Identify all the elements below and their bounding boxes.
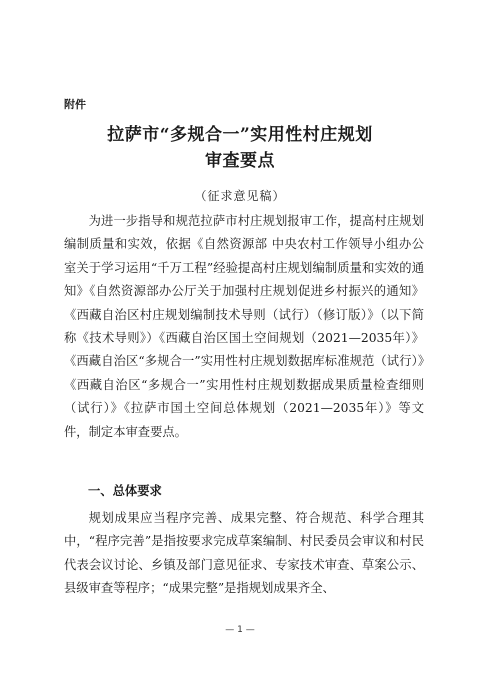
document-subtitle: （征求意见稿） (194, 189, 286, 203)
document-title-line-1: 拉萨市“多规合一”实用性村庄规划 (107, 125, 373, 145)
document-title-line-2: 审查要点 (205, 151, 275, 171)
body-paragraph-1: 为进一步指导和规范拉萨市村庄规划报审工作，提高村庄规划编制质量和实效，依据《自然资源部 中央农村工作领导小组办公室关于学习运用“千万工程”经验提高村庄规划编制质量和实效的通知》《自然资源部办公厅关于加强村庄规划促进乡村振兴的通知》《西藏自治区村庄规划编制技术导则（试行）（修订版）》（以下简称《技术导则》）《西藏自治区国土空间规划（2021—2035年）》《西藏自治区“多规合一”实用性村庄规划数据库标准规范（试行）》《西藏自治区“多规合一”实用性村庄规划数据成果质量检查细则（试行）》《拉萨市国土空间总体规划（2021—2035年）》等文件，制定本审查要点。 (64, 214, 424, 439)
attachment-label: 附件 (64, 98, 86, 111)
page-number: — 1 — (225, 625, 255, 635)
body-paragraph-2: 规划成果应当程序完善、成果完整、符合规范、科学合理其中，“程序完善”是指按要求完成草案编制、村民委员会审议和村民代表会议讨论、乡镇及部门意见征求、专家技术审查、草案公示、县级审查等程序；“成果完整”是指规划成果齐全、 (64, 511, 424, 596)
section-heading: 一、总体要求 (88, 484, 162, 498)
